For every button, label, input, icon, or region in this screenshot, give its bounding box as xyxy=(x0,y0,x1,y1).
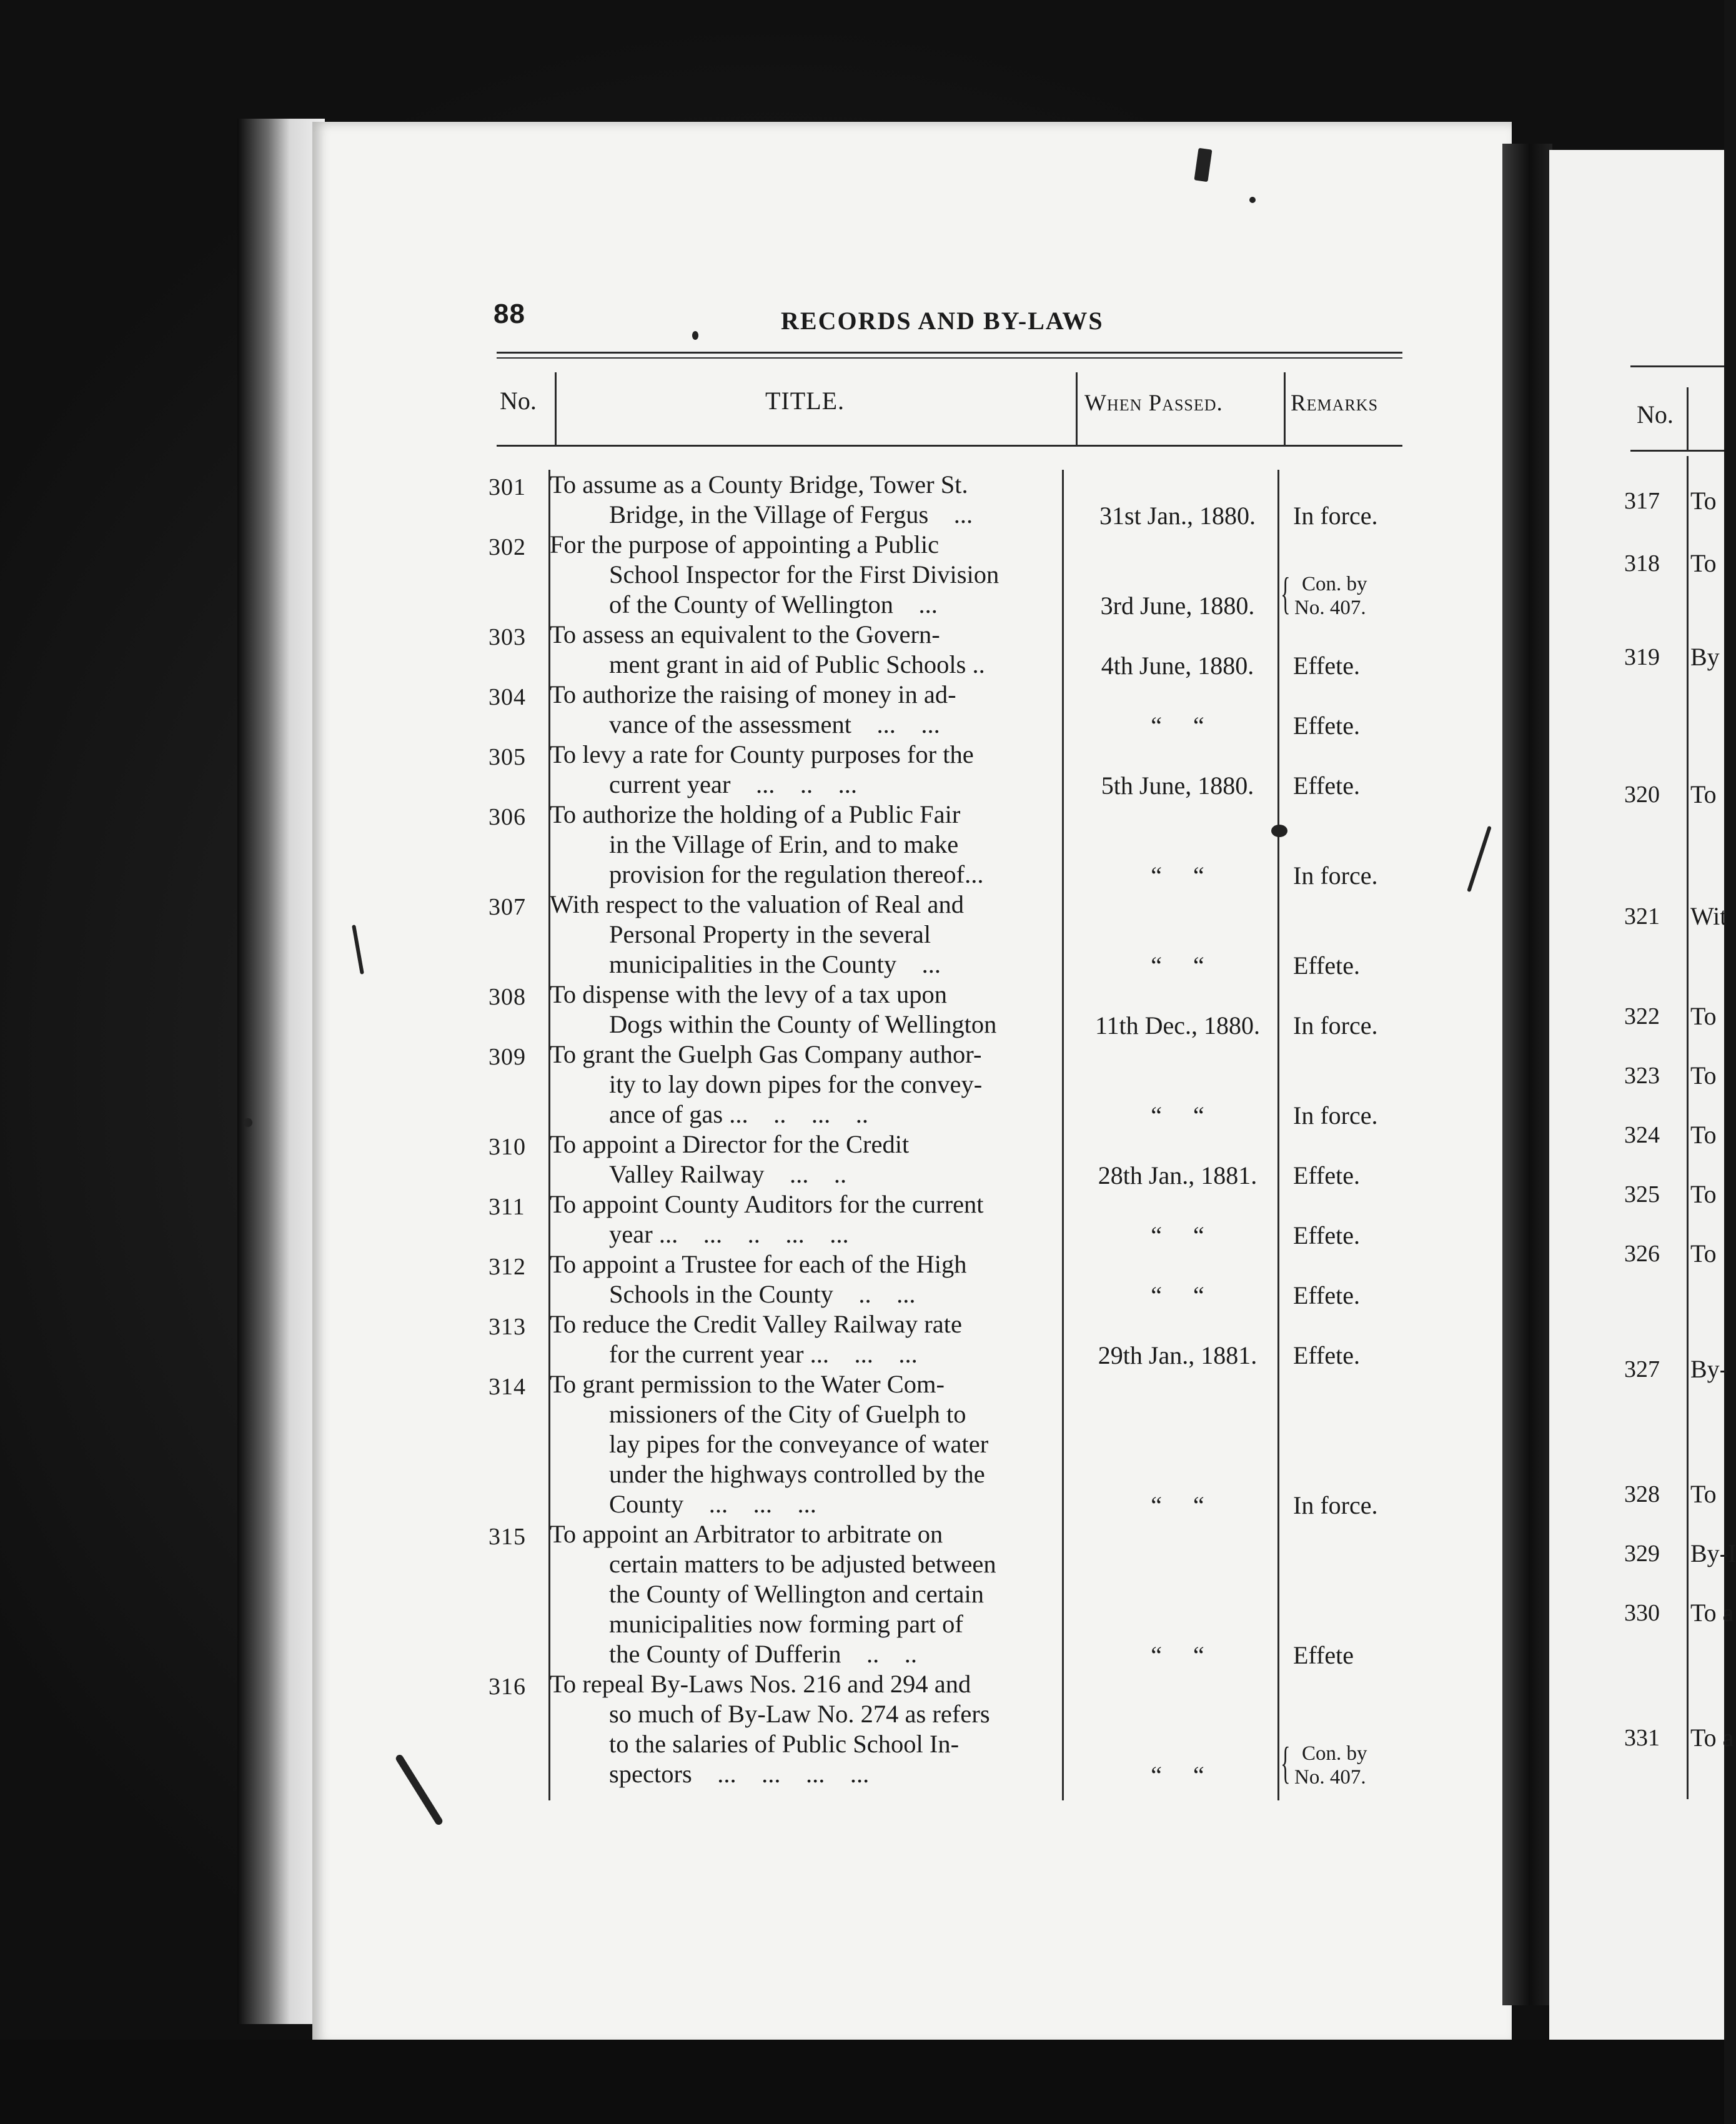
bylaw-title-line: To appoint a Director for the Credit xyxy=(550,1130,910,1158)
bylaw-title-line: Dogs within the County of Wellington xyxy=(609,1010,997,1038)
bylaw-number: 308 xyxy=(489,984,526,1010)
bylaw-number: 315 xyxy=(489,1524,526,1550)
right-page-bylaw-number: 324 xyxy=(1624,1122,1660,1148)
bylaw-number: 310 xyxy=(489,1134,526,1160)
bylaw-title-line: provision for the regulation thereof... xyxy=(609,860,984,888)
bylaw-number: 307 xyxy=(489,894,526,920)
remark-line: No. 407. xyxy=(1294,597,1366,619)
header-divider-2 xyxy=(1076,372,1078,445)
remark: Effete. xyxy=(1293,1221,1360,1249)
date-passed: “ “ xyxy=(1151,1761,1204,1789)
right-page-bylaw-title: To xyxy=(1690,487,1717,515)
right-page-header-rule xyxy=(1630,365,1724,367)
bylaw-title-line: To authorize the holding of a Public Fair xyxy=(550,800,961,828)
bylaw-number: 306 xyxy=(489,804,526,830)
bylaw-number: 311 xyxy=(489,1194,525,1220)
date-passed: “ “ xyxy=(1151,712,1204,740)
bylaw-number: 316 xyxy=(489,1674,526,1700)
page-number: 88 xyxy=(494,299,525,329)
date-passed: 31st Jan., 1880. xyxy=(1099,502,1256,530)
bylaw-number: 304 xyxy=(489,684,526,710)
remark-consolidated xyxy=(1281,568,1419,620)
right-page-bylaw-title: To xyxy=(1690,1239,1717,1268)
bylaw-title xyxy=(550,980,1062,1040)
bylaw-number: 305 xyxy=(489,744,526,770)
remark: In force. xyxy=(1293,502,1378,530)
remark: In force. xyxy=(1293,1101,1378,1129)
date-passed: 5th June, 1880. xyxy=(1101,772,1254,800)
bylaw-title-line: spectors ... ... ... ... xyxy=(609,1760,870,1788)
remark-line: Con. by xyxy=(1302,573,1367,595)
right-page-header-divider xyxy=(1687,387,1689,450)
right-page-bylaw-title: To xyxy=(1690,780,1717,808)
right-page-bylaw-number: 319 xyxy=(1624,644,1660,670)
bylaw-title xyxy=(550,890,1062,980)
date-passed: 28th Jan., 1881. xyxy=(1098,1161,1257,1189)
date-passed: “ “ xyxy=(1151,861,1204,890)
column-header-no: No. xyxy=(500,387,537,415)
bottom-shadow xyxy=(0,2040,1724,2124)
bylaw-title-line: School Inspector for the First Division xyxy=(609,560,999,588)
right-page-bylaw-title: To a xyxy=(1690,1599,1734,1627)
bylaw-number: 312 xyxy=(489,1254,526,1280)
date-passed: “ “ xyxy=(1151,1491,1204,1519)
right-page-bylaw-number: 323 xyxy=(1624,1063,1660,1089)
bylaw-number: 301 xyxy=(489,474,526,500)
right-page-header-rule-bottom xyxy=(1630,450,1724,452)
bylaw-title-line: the County of Dufferin .. .. xyxy=(609,1640,918,1668)
bylaw-title-line: of the County of Wellington ... xyxy=(609,590,938,618)
bylaw-title-line: To repeal By-Laws Nos. 216 and 294 and xyxy=(550,1670,971,1698)
body-divider-remarks xyxy=(1277,470,1279,1800)
bylaw-title xyxy=(550,530,1062,620)
bylaw-title-line: municipalities now forming part of xyxy=(609,1610,963,1638)
remark: Effete. xyxy=(1293,1341,1360,1369)
bylaw-title-line: to the salaries of Public School In- xyxy=(609,1730,960,1758)
bylaw-title-line: Valley Railway ... .. xyxy=(609,1160,847,1188)
bylaw-title xyxy=(550,1129,1062,1189)
right-page-bylaw-title: To xyxy=(1690,1061,1717,1089)
right-page-bylaw-title: To xyxy=(1690,1180,1717,1208)
date-passed: 3rd June, 1880. xyxy=(1100,592,1255,620)
column-header-when-passed: When Passed. xyxy=(1084,390,1223,416)
bylaw-title-line: To assess an equivalent to the Govern- xyxy=(550,620,940,648)
bylaw-title-line: in the Village of Erin, and to make xyxy=(609,830,959,858)
column-header-remarks: Remarks xyxy=(1291,390,1379,416)
right-page-bylaw-number: 331 xyxy=(1624,1725,1660,1751)
right-page-bylaw-number: 317 xyxy=(1624,488,1660,514)
bylaw-title-line: For the purpose of appointing a Public xyxy=(550,530,940,558)
bylaw-title-line: To assume as a County Bridge, Tower St. xyxy=(550,470,968,499)
bylaw-title xyxy=(550,1519,1062,1669)
bylaw-title xyxy=(550,470,1062,530)
column-header-title: TITLE. xyxy=(765,387,845,415)
bylaw-title-line: Schools in the County .. ... xyxy=(609,1280,916,1308)
remark: In force. xyxy=(1293,861,1378,890)
right-page-bylaw-title: To xyxy=(1690,1480,1717,1508)
bylaw-title-line: To grant the Guelph Gas Company author- xyxy=(550,1040,982,1068)
bylaw-title-line: ance of gas ... .. ... .. xyxy=(609,1100,869,1128)
header-rule-bottom xyxy=(497,445,1402,447)
remark-line: Con. by xyxy=(1302,1742,1367,1765)
remark: Effete xyxy=(1293,1641,1354,1669)
date-passed: 4th June, 1880. xyxy=(1101,652,1254,680)
bylaw-title-line: missioners of the City of Guelph to xyxy=(609,1400,966,1428)
bylaw-title-line: To dispense with the levy of a tax upon xyxy=(550,980,948,1008)
right-page-bylaw-number: 330 xyxy=(1624,1600,1660,1626)
bylaw-title-line: Personal Property in the several xyxy=(609,920,931,948)
date-passed: “ “ xyxy=(1151,951,1204,980)
bylaw-number: 302 xyxy=(489,534,526,560)
bylaw-title-line: With respect to the valuation of Real and xyxy=(550,890,965,918)
bylaw-title-line: lay pipes for the conveyance of water xyxy=(609,1430,989,1458)
bylaw-title-line: ment grant in aid of Public Schools .. xyxy=(609,650,985,678)
bylaw-title-line: To reduce the Credit Valley Railway rate xyxy=(550,1310,962,1338)
date-passed: 29th Jan., 1881. xyxy=(1098,1341,1257,1369)
right-page-bylaw-number: 328 xyxy=(1624,1481,1660,1507)
remark: Effete. xyxy=(1293,772,1360,800)
remark: Effete. xyxy=(1293,1281,1360,1309)
bylaw-title-line: vance of the assessment ... ... xyxy=(609,710,940,738)
bylaw-title-line: To appoint a Trustee for each of the High xyxy=(550,1250,967,1278)
date-passed: 11th Dec., 1880. xyxy=(1094,1011,1261,1040)
bylaw-title-line: To grant permission to the Water Com- xyxy=(550,1370,945,1398)
right-page-bylaw-title: By- xyxy=(1690,1355,1728,1383)
brace-glyph: { xyxy=(1281,568,1291,618)
right-page-bylaw-number: 329 xyxy=(1624,1541,1660,1567)
right-page-bylaw-title: To a xyxy=(1690,1724,1734,1752)
right-page-bylaw-title: By-I xyxy=(1690,1539,1736,1567)
date-passed: “ “ xyxy=(1151,1101,1204,1129)
right-page-bylaw-title: To xyxy=(1690,549,1717,577)
bylaw-title xyxy=(550,1189,1062,1249)
right-page-bylaw-number: 320 xyxy=(1624,782,1660,808)
bylaw-title-line: To authorize the raising of money in ad- xyxy=(550,680,956,708)
right-page xyxy=(1549,150,1724,2049)
book-gutter xyxy=(1502,144,1552,2005)
ink-speck xyxy=(692,331,698,340)
running-title: RECORDS AND BY-LAWS xyxy=(781,307,1104,335)
remark: Effete. xyxy=(1293,1161,1360,1189)
remark: Effete. xyxy=(1293,951,1360,980)
bylaw-title-line: under the highways controlled by the xyxy=(609,1460,985,1488)
ink-speck xyxy=(244,1118,252,1127)
right-page-bylaw-number: 326 xyxy=(1624,1241,1660,1267)
bylaw-number: 313 xyxy=(489,1314,526,1340)
bylaw-title xyxy=(550,800,1062,890)
right-page-bylaw-number: 318 xyxy=(1624,550,1660,577)
bylaw-title xyxy=(550,1249,1062,1309)
right-page-bylaw-number: 327 xyxy=(1624,1356,1660,1382)
right-page-bylaw-number: 321 xyxy=(1624,903,1660,930)
brace-glyph: { xyxy=(1281,1738,1291,1788)
bylaw-title-line: municipalities in the County ... xyxy=(609,950,941,978)
body-divider-date xyxy=(1062,470,1064,1800)
bylaw-number: 314 xyxy=(489,1374,526,1400)
bylaw-title-line: Bridge, in the Village of Fergus ... xyxy=(609,500,973,529)
right-page-bylaw-number: 325 xyxy=(1624,1181,1660,1208)
date-passed: “ “ xyxy=(1151,1641,1204,1669)
bylaw-title xyxy=(550,1669,1062,1789)
right-page-bylaw-title: To xyxy=(1690,1121,1717,1149)
bylaw-number: 309 xyxy=(489,1044,526,1070)
right-page-column-divider xyxy=(1687,456,1689,1799)
bylaw-title-line: ity to lay down pipes for the convey- xyxy=(609,1070,983,1098)
bylaw-title xyxy=(550,620,1062,680)
page-edge-shadow xyxy=(237,119,325,2024)
right-page-bylaw-title: By xyxy=(1690,643,1720,671)
bylaw-title xyxy=(550,1369,1062,1519)
bylaw-title-line: certain matters to be adjusted between xyxy=(609,1550,996,1578)
header-divider-3 xyxy=(1284,372,1286,445)
right-page-column-header-no: No. xyxy=(1637,400,1674,429)
bylaw-title xyxy=(550,740,1062,800)
bylaw-title-line: year ... ... .. ... ... xyxy=(609,1220,849,1248)
right-page-bylaw-number: 322 xyxy=(1624,1003,1660,1030)
right-page-bylaw-title: Wit xyxy=(1690,902,1727,930)
remark: Effete. xyxy=(1293,712,1360,740)
bylaw-title-line: so much of By-Law No. 274 as refers xyxy=(609,1700,990,1728)
remark-consolidated xyxy=(1281,1738,1419,1789)
bylaw-title-line: To appoint an Arbitrator to arbitrate on xyxy=(550,1520,943,1548)
date-passed: “ “ xyxy=(1151,1281,1204,1309)
remark: In force. xyxy=(1293,1011,1378,1040)
bylaw-title-line: current year ... .. ... xyxy=(609,770,857,798)
ink-speck xyxy=(1249,197,1256,203)
bylaw-title-line: County ... ... ... xyxy=(609,1490,816,1518)
bylaw-number: 303 xyxy=(489,624,526,650)
remark: In force. xyxy=(1293,1491,1378,1519)
header-rule-top xyxy=(497,352,1402,354)
right-page-bylaw-title: To xyxy=(1690,1002,1717,1030)
header-rule-top-2 xyxy=(497,357,1402,359)
remark: Effete. xyxy=(1293,652,1360,680)
date-passed: “ “ xyxy=(1151,1221,1204,1249)
remark-line: No. 407. xyxy=(1294,1766,1366,1789)
bylaw-title xyxy=(550,1040,1062,1129)
bylaw-title xyxy=(550,1309,1062,1369)
bylaw-title-line: for the current year ... ... ... xyxy=(609,1340,918,1368)
bylaw-title-line: To levy a rate for County purposes for the xyxy=(550,740,974,768)
bylaw-title xyxy=(550,680,1062,740)
ink-speck xyxy=(1271,825,1287,837)
header-divider-1 xyxy=(555,372,557,445)
bylaw-title-line: To appoint County Auditors for the current xyxy=(550,1190,984,1218)
bylaw-title-line: the County of Wellington and certain xyxy=(609,1580,984,1608)
